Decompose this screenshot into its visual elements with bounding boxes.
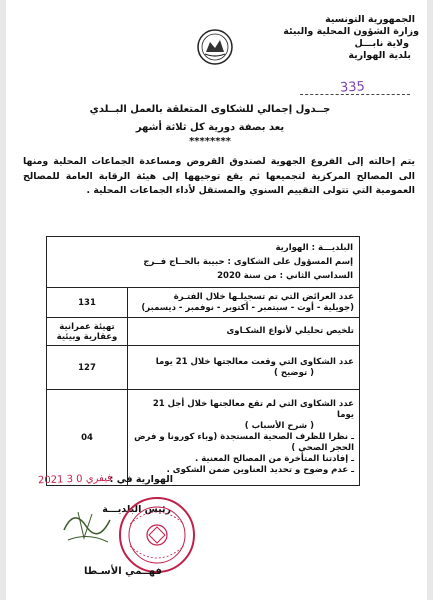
handled-value: 127 bbox=[47, 346, 128, 390]
letterhead-ministry: وزارة الشؤون المحلية والبيئة bbox=[283, 26, 419, 37]
table-row bbox=[47, 288, 360, 318]
pending-reason: ـ عدم وضوح و تحديد العناوين ضمن الشكوى . bbox=[166, 465, 354, 475]
signatory-name: فهــمي الأسـطا bbox=[84, 566, 162, 577]
municipality-logo bbox=[196, 28, 234, 66]
analysis-value: تهيئة عمرانية وعقارية وبيئية bbox=[47, 318, 128, 346]
document-subtitle: يعد بصفة دورية كل ثلاثة أشهر bbox=[135, 122, 285, 133]
pending-reason: ـ إفادتنا المتأخرة من المصالح المعنية . bbox=[195, 454, 354, 464]
letterhead-country: الجمهورية التونسية bbox=[325, 14, 415, 25]
table-row bbox=[47, 318, 360, 346]
registered-months: (جويلية - أوت - سبتمبر - أكتوبر - نوفمبر - ديسمبر) bbox=[141, 302, 354, 313]
registered-label-cell bbox=[128, 288, 360, 318]
registered-label: عدد العرائض التي تم تسجيلـها خلال الفتـرة bbox=[173, 291, 354, 302]
letterhead-governorate: ولاية نابـــل bbox=[354, 38, 409, 49]
letterhead-municipality: بلدية الهوارية bbox=[348, 50, 411, 61]
pending-label-cell bbox=[128, 390, 360, 486]
pending-value: 04 bbox=[47, 390, 128, 486]
registered-value: 131 bbox=[47, 288, 128, 318]
table-row bbox=[47, 346, 360, 390]
complaints-table bbox=[46, 236, 360, 486]
table-row bbox=[47, 390, 360, 486]
officer-field: إسم المسؤول على الشكاوى : حبيبة بالحــاج فــرج bbox=[143, 257, 353, 267]
handled-note: ( توضيح ) bbox=[273, 367, 314, 378]
document-title: جــدول إجمالي للشكاوى المتعلقة بالعمل البــلدي bbox=[89, 104, 331, 115]
analysis-label: تلخيص تحليلي لأنواع الشكـاوى bbox=[128, 318, 360, 346]
official-seal bbox=[116, 494, 198, 576]
title-stars: ******** bbox=[189, 136, 231, 147]
date-stamp: 2021 فيفري 0 3 bbox=[37, 472, 113, 487]
handled-label: عدد الشكاوى التي وقعت معالجتها خلال 21 يوما bbox=[155, 356, 354, 367]
intro-paragraph: يتم إحالته إلى الفروع الجهوية لصندوق القروض ومساعدة الجماعات المحلية ومنها الى المصالح المركزية لتجميعها ثم يقع توجيهها إلى هيئة الرقابة العامة للمصالح العمومية التي تتولى التقييم السنوي والمستقل لأداء الجماعات المحلية . bbox=[23, 156, 415, 196]
handled-label-cell bbox=[128, 346, 360, 390]
municipality-field: البلديـــة : الهوارية bbox=[275, 243, 353, 253]
pending-reason: ـ نظرا للظرف الصحية المستجدة (وباء كورونا و فرض الحجر الصحي ) bbox=[134, 432, 354, 453]
table-row bbox=[47, 237, 360, 288]
reference-number-handwritten: 335 bbox=[339, 79, 366, 96]
pending-note: ( شرح الأسباب ) bbox=[244, 421, 314, 431]
header-info-cell bbox=[47, 237, 360, 288]
scan-edge-left bbox=[0, 0, 6, 600]
signature-mark bbox=[58, 500, 118, 550]
signatory-title: رئيس البلديـــة bbox=[102, 504, 171, 515]
pending-label: عدد الشكاوى التي لم تقع معالجتها خلال أجل 21 يوما bbox=[152, 399, 354, 420]
scan-edge-right bbox=[427, 0, 433, 600]
semester-field: السداسي الثاني : من سنة 2020 bbox=[217, 271, 353, 281]
place-label: الهوارية في : bbox=[109, 474, 173, 485]
